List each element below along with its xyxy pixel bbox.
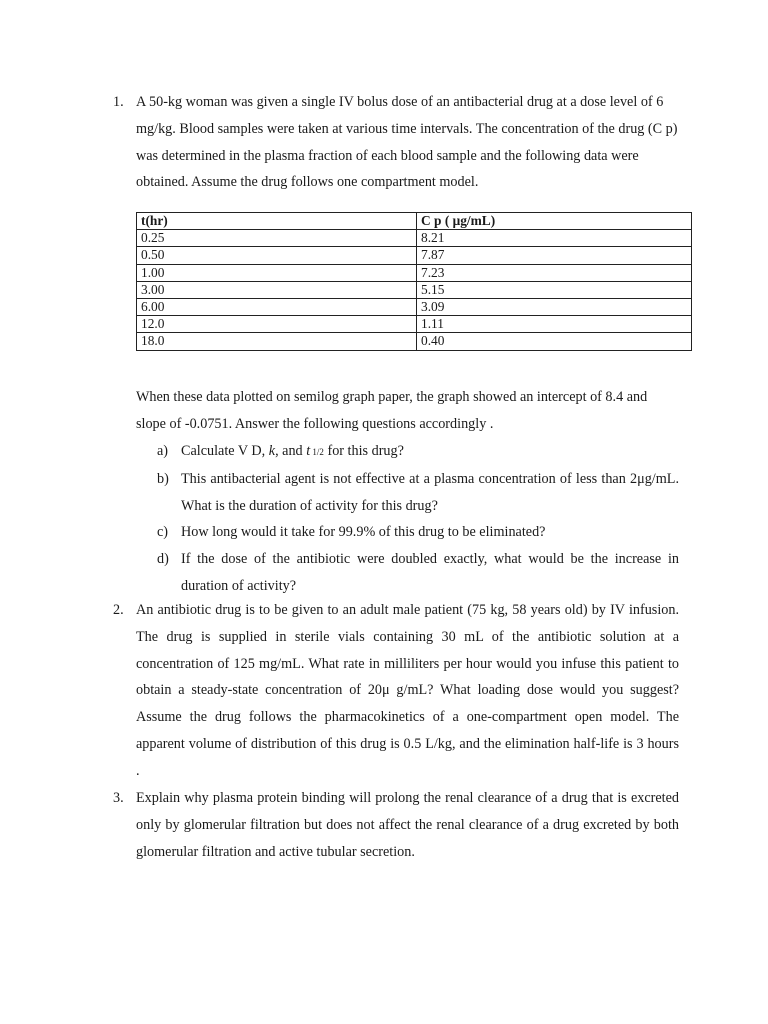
table-row xyxy=(137,264,692,281)
subquestion-letter: c) xyxy=(157,524,169,541)
table-cell-time: 18.0 xyxy=(137,333,417,350)
subquestion-letter: a) xyxy=(157,443,169,459)
table-header-row xyxy=(137,213,692,230)
table-row xyxy=(137,247,692,264)
subquestion-b-text: This antibacterial agent is not effective at a plasma concentration of less than 2μg/mL. What is the duration of activity for this drug? xyxy=(181,470,679,514)
table-cell-time: 12.0 xyxy=(137,316,417,333)
subquestion-c-text: How long would it take for 99.9% of this drug to be eliminated? xyxy=(181,524,546,541)
question-1-text: A 50-kg woman was given a single IV bolus dose of an antibacterial drug at a dose level of 6 mg/kg. Blood samples were taken at various time intervals. The concentration of the drug (C p) was determined in the plasma fraction of each blood sample and the following data were obtained. Assume the drug follows one compartment model. xyxy=(136,94,678,191)
subquestion-a-part: Calculate V D, xyxy=(181,443,269,459)
table-cell-time: 6.00 xyxy=(137,298,417,315)
subquestion-a-part: , and xyxy=(275,443,307,459)
question-3-text: Explain why plasma protein binding will prolong the renal clearance of a drug that is excreted only by glomerular filtration but does not affect the renal clearance of a drug excreted by both glomerular filtration and active tubular secretion. xyxy=(136,790,679,860)
table-cell-time: 0.25 xyxy=(137,230,417,247)
subquestion-a-t-subscript: 1/2 xyxy=(310,447,324,457)
subquestion-a-k: k xyxy=(268,443,276,459)
table-cell-concentration: 1.11 xyxy=(417,316,692,333)
subquestion-c xyxy=(136,519,679,546)
question-1-number: 1. xyxy=(113,94,124,110)
table-cell-time: 0.50 xyxy=(137,247,417,264)
table-cell-concentration: 0.40 xyxy=(417,333,692,350)
subquestion-a-part: for this drug? xyxy=(323,443,404,459)
table-row xyxy=(137,298,692,315)
table-cell-concentration: 7.87 xyxy=(417,247,692,264)
subquestion-letter: d) xyxy=(157,551,169,568)
table-row xyxy=(137,316,692,333)
table-header-concentration: C p ( μg/mL) xyxy=(417,213,692,230)
table-row xyxy=(137,281,692,298)
concentration-table xyxy=(136,212,692,351)
table-cell-time: 1.00 xyxy=(137,264,417,281)
question-3-number: 3. xyxy=(113,790,124,806)
table-cell-concentration: 8.21 xyxy=(417,230,692,247)
table-cell-concentration: 5.15 xyxy=(417,281,692,298)
graph-description: When these data plotted on semilog graph paper, the graph showed an intercept of 8.4 and slope of -0.0751. Answer the following questions accordingly . xyxy=(136,389,648,432)
subquestion-letter: b) xyxy=(157,470,169,487)
subquestion-d-text: If the dose of the antibiotic were doubled exactly, what would be the increase in duration of activity? xyxy=(181,551,679,594)
question-1-subquestions xyxy=(136,438,679,600)
table-row xyxy=(137,333,692,350)
table-cell-concentration: 7.23 xyxy=(417,264,692,281)
question-2-text: An antibiotic drug is to be given to an adult male patient (75 kg, 58 years old) by IV infusion. The drug is supplied in sterile vials containing 30 mL of the antibiotic solution at a concentration of 125 mg/mL. What rate in milliliters per hour would you infuse this patient to obtain a steady-state concentration of 20μ g/mL? What loading dose would you suggest? Assume the drug follows the pharmacokinetics of a one-compartment open model. The apparent volume of distribution of this drug is 0.5 L/kg, and the elimination half-life is 3 hours . xyxy=(136,602,679,779)
question-2-number: 2. xyxy=(113,602,124,618)
table-cell-concentration: 3.09 xyxy=(417,298,692,315)
table-cell-time: 3.00 xyxy=(137,281,417,298)
table-row xyxy=(137,230,692,247)
subquestion-d xyxy=(136,546,679,600)
subquestion-a xyxy=(136,438,679,466)
subquestion-b xyxy=(136,466,679,520)
table-header-time: t(hr) xyxy=(137,213,417,230)
subquestion-a-text xyxy=(181,443,404,459)
subquestion-a-t: t xyxy=(306,443,311,459)
